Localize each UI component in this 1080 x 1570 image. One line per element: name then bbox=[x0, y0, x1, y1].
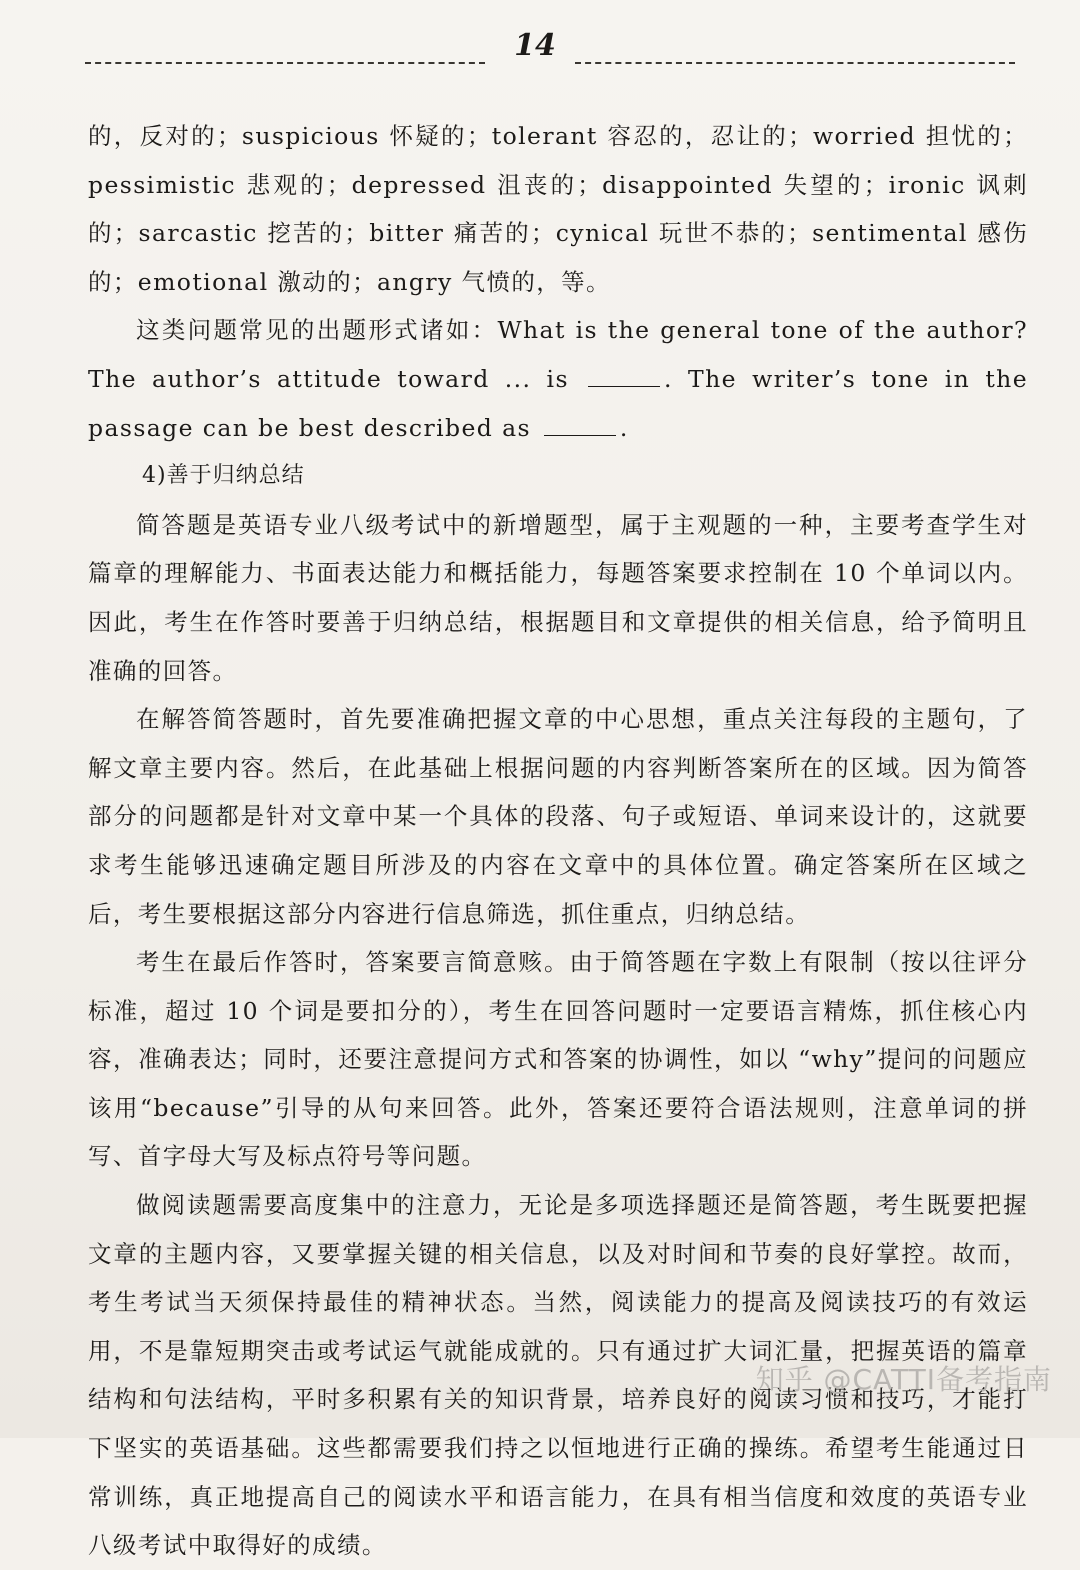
paragraph-question-forms bbox=[88, 306, 1028, 452]
fill-blank-1 bbox=[588, 385, 660, 387]
paragraph-short-answer-intro: 简答题是英语专业八级考试中的新增题型，属于主观题的一种，主要考查学生对篇章的理解能力、书面表达能力和概括能力，每题答案要求控制在 10 个单词以内。因此，考生在作答时要善于归纳总结，根据题目和文章提供的相关信息，给予简明且准确的回答。 bbox=[88, 510, 1028, 685]
page-body bbox=[88, 112, 1028, 1570]
question-forms-text-a: 这类问题常见的出题形式诸如：What is the general tone of the author? The author’s attitude toward ... is bbox=[88, 316, 1028, 393]
paragraph-tone-words: 的，反对的；suspicious 怀疑的；tolerant 容忍的，忍让的；worried 担忧的；pessimistic 悲观的；depressed 沮丧的；disappointed 失望的；ironic 讽刺的；sarcastic 挖苦的；bitter 痛苦的；cynical 玩世不恭的；sentimental 感伤的；emotional 激动的；angry 气愤的，等。 bbox=[88, 122, 1028, 296]
header-rule-right bbox=[575, 62, 1015, 64]
paragraph-locate-answer: 在解答简答题时，首先要准确把握文章的中心思想，重点关注每段的主题句，了解文章主要内容。然后，在此基础上根据问题的内容判断答案所在的区域。因为简答部分的问题都是针对文章中某一个具体的段落、句子或短语、单词来设计的，这就要求考生能够迅速确定题目所涉及的内容在文章中的具体位置。确定答案所在区域之后，考生要根据这部分内容进行信息筛选，抓住重点，归纳总结。 bbox=[88, 705, 1028, 928]
fill-blank-2 bbox=[544, 434, 616, 436]
paragraph-concise-answer: 考生在最后作答时，答案要言简意赅。由于简答题在字数上有限制（按以往评分标准，超过 10 个词是要扣分的），考生在回答问题时一定要语言精炼，抓住核心内容，准确表达；同时，还要注意提问方式和答案的协调性，如以 “why”提问的问题应该用“because”引导的从句来回答。此外，答案还要符合语法规则，注意单词的拼写、首字母大写及标点符号等问题。 bbox=[88, 948, 1028, 1171]
page-number: 14 bbox=[514, 28, 556, 63]
question-forms-text-b: . The writer’s tone in the passage can be best described as bbox=[88, 364, 1029, 442]
section-heading: 4)善于归纳总结 bbox=[142, 463, 305, 489]
watermark: 知乎 @CATTI备考指南 bbox=[755, 1363, 1052, 1396]
paragraph-conclusion: 做阅读题需要高度集中的注意力，无论是多项选择题还是简答题，考生既要把握文章的主题内容，又要掌握关键的相关信息，以及对时间和节奏的良好掌控。故而，考生考试当天须保持最佳的精神状态。当然，阅读能力的提高及阅读技巧的有效运用，不是靠短期突击或考试运气就能成就的。只有通过扩大词汇量，把握英语的篇章结构和句法结构，平时多积累有关的知识背景，培养良好的阅读习惯和技巧，才能打下坚实的英语基础。这些都需要我们持之以恒地进行正确的操练。希望考生能通过日常训练，真正地提高自己的阅读水平和语言能力，在具有相当信度和效度的英语专业八级考试中取得好的成绩。 bbox=[88, 1191, 1028, 1560]
question-forms-text-c: . bbox=[619, 413, 629, 442]
header-rule-left bbox=[85, 62, 485, 64]
